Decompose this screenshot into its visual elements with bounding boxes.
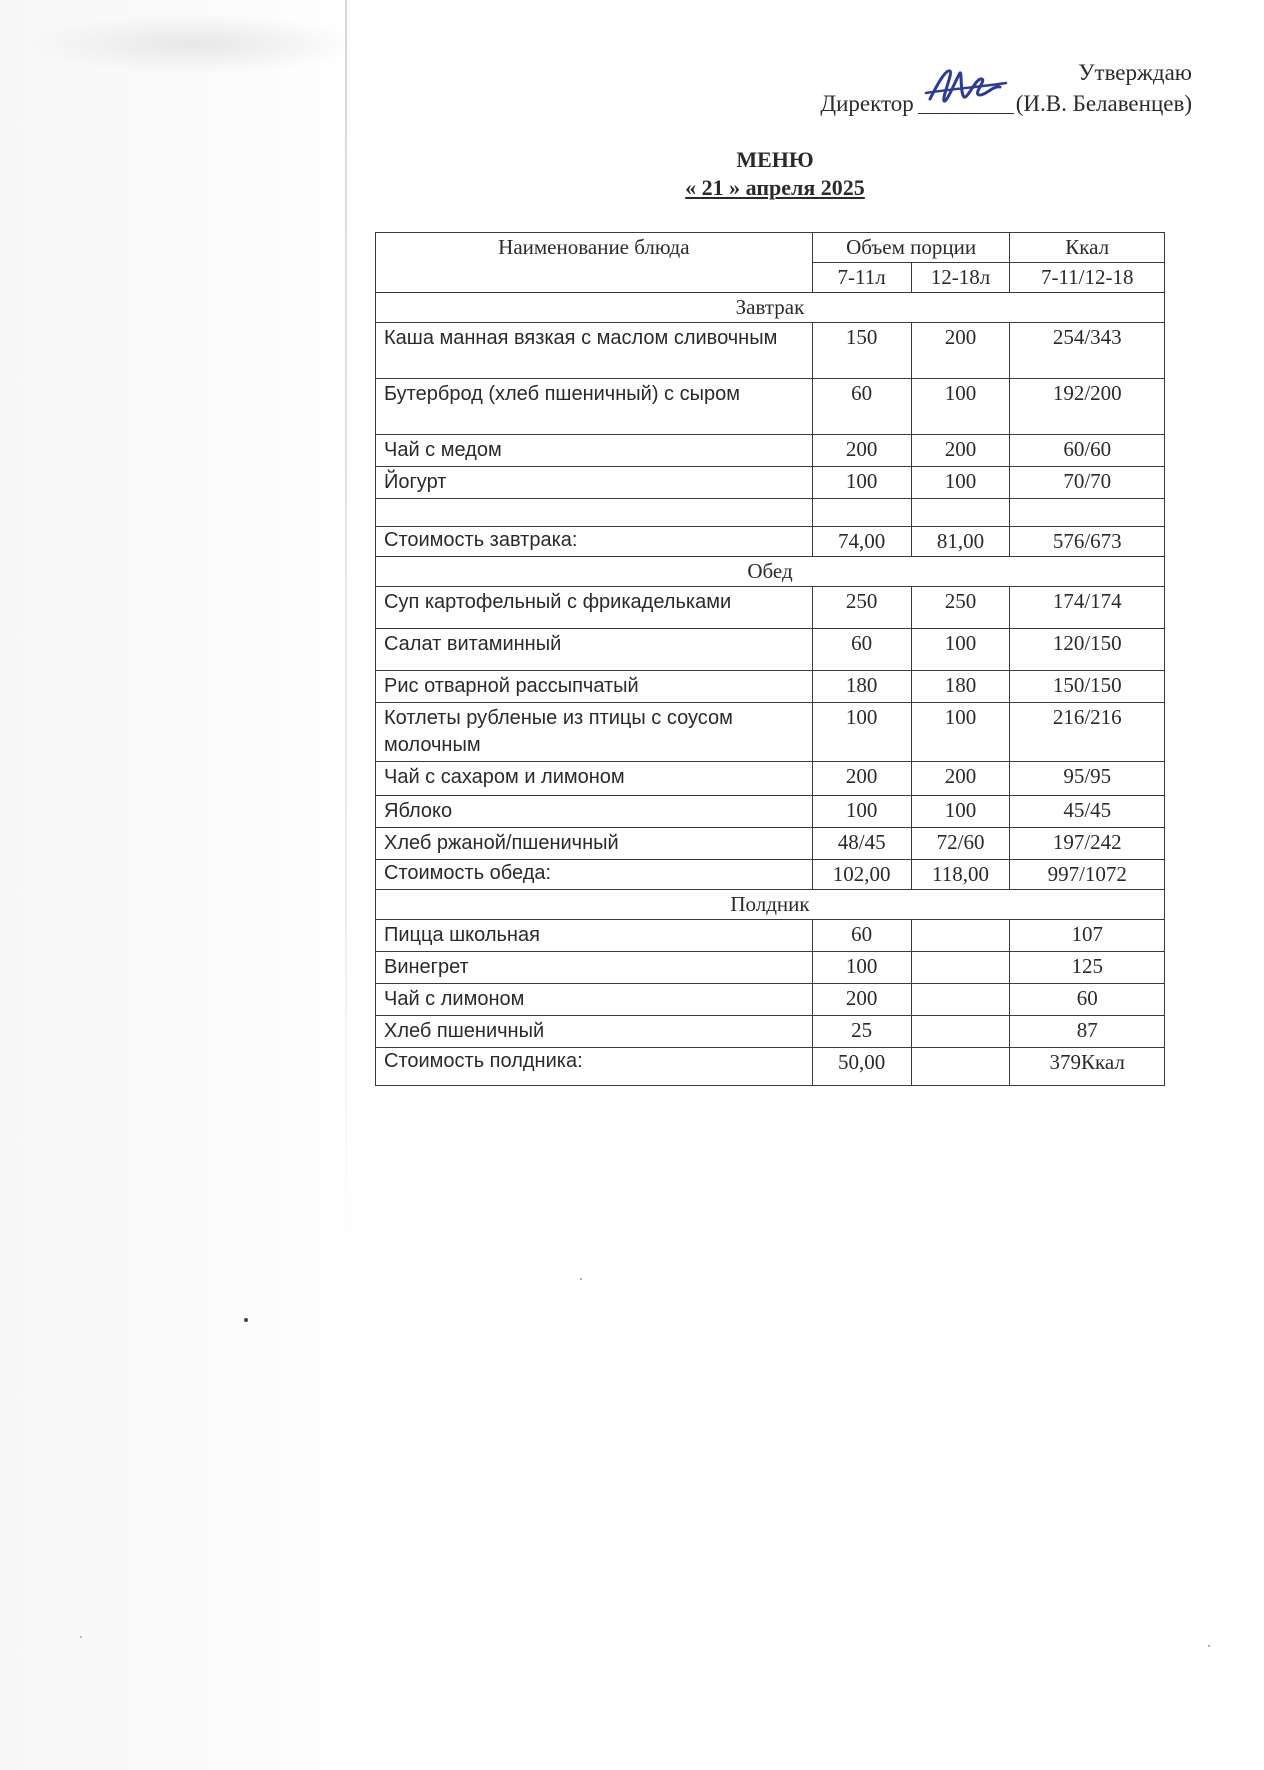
header-kcal: Ккал (1010, 233, 1165, 263)
section-row (376, 890, 1165, 920)
portion-7-11-cell: 200 (812, 762, 911, 796)
kcal-cell: 60/60 (1010, 435, 1165, 467)
portion-7-11-cell: 48/45 (812, 828, 911, 860)
total-kcal: 576/673 (1010, 527, 1165, 557)
total-label: Стоимость завтрака: (376, 527, 813, 557)
signature-scribble-icon (920, 63, 1012, 107)
kcal-cell: 125 (1010, 952, 1165, 984)
portion-7-11-cell: 100 (812, 952, 911, 984)
approval-block (820, 58, 1192, 118)
kcal-cell: 254/343 (1010, 323, 1165, 379)
portion-7-11-cell: 100 (812, 703, 911, 762)
portion-7-11-cell: 60 (812, 629, 911, 671)
menu-table (375, 232, 1165, 1086)
kcal-cell: 60 (1010, 984, 1165, 1016)
scan-speck (580, 1278, 582, 1280)
total-cost-7-11: 50,00 (812, 1048, 911, 1086)
table-row (376, 629, 1165, 671)
page-title: МЕНЮ (736, 147, 814, 172)
portion-7-11-cell: 100 (812, 796, 911, 828)
dish-name-cell: Йогурт (376, 467, 813, 499)
portion-7-11-cell: 200 (812, 435, 911, 467)
kcal-cell: 70/70 (1010, 467, 1165, 499)
approve-label: Утверждаю (1078, 60, 1192, 85)
portion-12-18-cell (911, 952, 1010, 984)
scan-speck (80, 1636, 82, 1638)
kcal-cell: 150/150 (1010, 671, 1165, 703)
dish-name-cell: Рис отварной рассыпчатый (376, 671, 813, 703)
portion-12-18-cell: 100 (911, 629, 1010, 671)
header-portion: Объем порции (812, 233, 1010, 263)
dish-name-cell: Яблоко (376, 796, 813, 828)
total-cost-12-18: 81,00 (911, 527, 1010, 557)
dish-name-cell: Каша манная вязкая с маслом сливочным (376, 323, 813, 379)
scan-fold-line (345, 0, 347, 1250)
dish-name-cell: Котлеты рубленые из птицы с соусом молочным (376, 703, 813, 762)
table-row (376, 796, 1165, 828)
portion-12-18-cell (911, 499, 1010, 527)
dish-name-cell: Салат витаминный (376, 629, 813, 671)
section-row (376, 293, 1165, 323)
portion-7-11-cell: 60 (812, 379, 911, 435)
table-row (376, 762, 1165, 796)
total-cost-12-18: 118,00 (911, 860, 1010, 890)
total-row (376, 527, 1165, 557)
total-cost-12-18 (911, 1048, 1010, 1086)
header-dish-name: Наименование блюда (376, 233, 813, 293)
portion-12-18-cell: 72/60 (911, 828, 1010, 860)
dish-name-cell: Чай с лимоном (376, 984, 813, 1016)
portion-7-11-cell: 180 (812, 671, 911, 703)
dish-name-cell: Хлеб пшеничный (376, 1016, 813, 1048)
dish-name-cell: Бутерброд (хлеб пшеничный) с сыром (376, 379, 813, 435)
table-row (376, 1016, 1165, 1048)
dish-name-cell: Хлеб ржаной/пшеничный (376, 828, 813, 860)
kcal-cell: 95/95 (1010, 762, 1165, 796)
portion-12-18-cell: 250 (911, 587, 1010, 629)
dish-name-cell (376, 499, 813, 527)
portion-12-18-cell: 200 (911, 762, 1010, 796)
table-row (376, 467, 1165, 499)
dish-name-cell: Суп картофельный с фрикадельками (376, 587, 813, 629)
header-row (376, 233, 1165, 263)
scan-speck (244, 1318, 248, 1322)
section-title: Обед (376, 557, 1165, 587)
header-age-12-18: 12-18л (911, 263, 1010, 293)
header-age-kcal: 7-11/12-18 (1010, 263, 1165, 293)
table-row (376, 920, 1165, 952)
kcal-cell: 192/200 (1010, 379, 1165, 435)
menu-date: « 21 » апреля 2025 (685, 175, 865, 200)
scan-shadow (0, 0, 372, 1770)
portion-7-11-cell (812, 499, 911, 527)
kcal-cell: 174/174 (1010, 587, 1165, 629)
kcal-cell (1010, 499, 1165, 527)
table-row (376, 671, 1165, 703)
portion-12-18-cell: 200 (911, 323, 1010, 379)
table-row (376, 828, 1165, 860)
kcal-cell: 120/150 (1010, 629, 1165, 671)
kcal-cell: 45/45 (1010, 796, 1165, 828)
portion-7-11-cell: 250 (812, 587, 911, 629)
kcal-cell: 197/242 (1010, 828, 1165, 860)
kcal-cell: 87 (1010, 1016, 1165, 1048)
signature (918, 87, 1014, 114)
table-row (376, 499, 1165, 527)
portion-7-11-cell: 60 (812, 920, 911, 952)
total-row (376, 860, 1165, 890)
portion-12-18-cell: 200 (911, 435, 1010, 467)
director-label: Директор (820, 91, 914, 116)
total-kcal: 379Ккал (1010, 1048, 1165, 1086)
portion-12-18-cell: 100 (911, 703, 1010, 762)
total-cost-7-11: 74,00 (812, 527, 911, 557)
portion-7-11-cell: 25 (812, 1016, 911, 1048)
section-row (376, 557, 1165, 587)
table-row (376, 379, 1165, 435)
portion-12-18-cell (911, 1016, 1010, 1048)
total-cost-7-11: 102,00 (812, 860, 911, 890)
section-title: Завтрак (376, 293, 1165, 323)
header-age-7-11: 7-11л (812, 263, 911, 293)
menu-body (376, 293, 1165, 1086)
portion-12-18-cell: 100 (911, 379, 1010, 435)
dish-name-cell: Винегрет (376, 952, 813, 984)
title-block (375, 146, 1175, 202)
portion-7-11-cell: 100 (812, 467, 911, 499)
total-row (376, 1048, 1165, 1086)
portion-12-18-cell: 180 (911, 671, 1010, 703)
portion-7-11-cell: 200 (812, 984, 911, 1016)
kcal-cell: 107 (1010, 920, 1165, 952)
kcal-cell: 216/216 (1010, 703, 1165, 762)
total-label: Стоимость полдника: (376, 1048, 813, 1086)
portion-12-18-cell: 100 (911, 796, 1010, 828)
portion-12-18-cell (911, 984, 1010, 1016)
dish-name-cell: Чай с сахаром и лимоном (376, 762, 813, 796)
total-label: Стоимость обеда: (376, 860, 813, 890)
portion-12-18-cell: 100 (911, 467, 1010, 499)
portion-7-11-cell: 150 (812, 323, 911, 379)
table-row (376, 984, 1165, 1016)
director-line (820, 87, 1192, 118)
director-name: (И.В. Белавенцев) (1015, 91, 1192, 116)
total-kcal: 997/1072 (1010, 860, 1165, 890)
scan-speck (1208, 1645, 1210, 1647)
dish-name-cell: Пицца школьная (376, 920, 813, 952)
portion-12-18-cell (911, 920, 1010, 952)
section-title: Полдник (376, 890, 1165, 920)
scan-smudge (30, 14, 360, 74)
table-row (376, 587, 1165, 629)
table-row (376, 323, 1165, 379)
table-row (376, 703, 1165, 762)
dish-name-cell: Чай с медом (376, 435, 813, 467)
table-row (376, 952, 1165, 984)
table-row (376, 435, 1165, 467)
